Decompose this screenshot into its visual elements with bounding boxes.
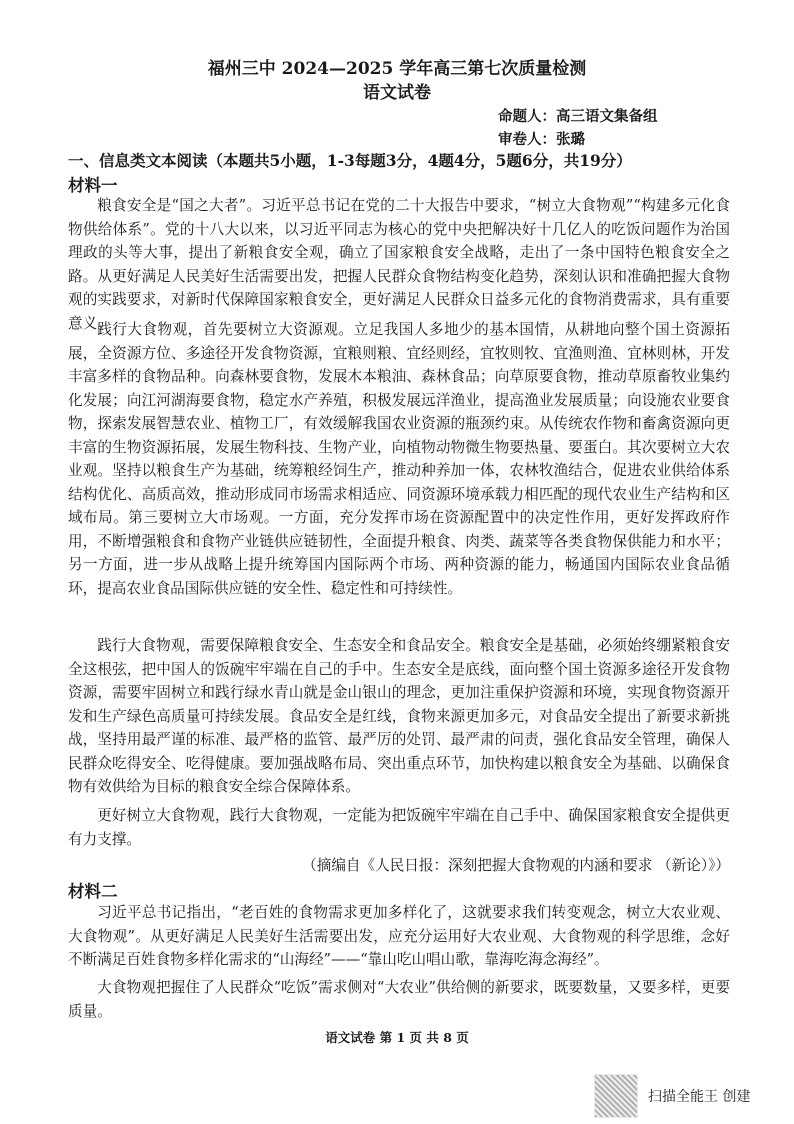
qr-code-icon (594, 1074, 638, 1118)
material-one-paragraph: 更好树立大食物观，践行大食物观，一定能为把饭碗牢牢端在自己手中、确保国家粮食安全提供更有力支撑。 (68, 807, 730, 848)
material-two-paragraph: 大食物观把握住了人民群众“吃饭”需求侧对“大农业”供给侧的新要求，既要数量，又要多样，更要质量。 (68, 979, 730, 1020)
material-one-paragraph: 践行大食物观，需要保障粮食安全、生态安全和食品安全。粮食安全是基础，必须始终绷紧粮食安全这根弦，把中国人的饭碗牢牢端在自己的手中。生态安全是底线，面向整个国土资源多途径开发食物资源，需要牢固树立和践行绿水青山就是金山银山的理念，更加注重保护资源和环境，实现食物资源开发和生产绿色高质量可持续发展。食品安全是红线，食物来源更加多元，对食品安全提出了新要求新挑战，坚持用最严谨的标准、最严格的监管、最严厉的处罚、最严肃的问责，强化食品安全管理，确保人民群众吃得安全、吃得健康。要加强战略布局、突出重点环节，加快构建以粮食安全为基础、以确保食物有效供给为目标的粮食安全综合保障体系。 (68, 637, 730, 795)
source-citation: （摘编自《人民日报：深刻把握大食物观的内涵和要求 （新论）》） (302, 857, 730, 874)
material-one-paragraph: 粮食安全是“国之大者”。习近平总书记在党的二十大报告中要求，“树立大食物观”“构建多元化食物供给体系”。党的十八大以来，以习近平同志为核心的党中央把解决好十几亿人的吃饭问题作为治国理政的头等大事，提出了新粮食安全观，确立了国家粮食安全战略，走出了一条中国特色粮食安全之路。从更好满足人民美好生活需要出发，把握人民群众食物结构变化趋势，深刻认识和准确把握大食物观的实践要求，对新时代保障国家粮食安全，更好满足人民群众日益多元化的食物消费需求，具有重要意义。 (68, 197, 730, 332)
exam-subtitle: 语文试卷 (363, 83, 431, 103)
scanner-text: 扫描全能王 创建 (648, 1089, 751, 1105)
section-heading: 一、信息类文本阅读（本题共5小题，1-3每题3分，4题4分，5题6分，共19分） (68, 151, 632, 170)
scanner-watermark (594, 1074, 750, 1118)
author-line: 命题人：高三语文集备组 (498, 108, 658, 125)
exam-title: 福州三中 2024—2025 学年高三第七次质量检测 (207, 59, 587, 79)
material-two-paragraph: 习近平总书记指出，“老百姓的食物需求更加多样化了，这就要求我们转变观念，树立大农业观、大食物观”。从更好满足人民美好生活需要出发，应充分运用好大农业观、大食物观的科学思维，念好不断满足百姓食物多样化需求的“山海经”——“靠山吃山唱山歌，靠海吃海念海经”。 (68, 904, 730, 968)
material-one-paragraph: 践行大食物观，首先要树立大资源观。立足我国人多地少的基本国情，从耕地向整个国土资源拓展，全资源方位、多途径开发食物资源，宜粮则粮、宜经则经，宜牧则牧、宜渔则渔、宜林则林，开发丰富多样的食物品种。向森林要食物，发展木本粮油、森林食品；向草原要食物，推动草原畜牧业集约化发展；向江河湖海要食物，稳定水产养殖，积极发展远洋渔业，提高渔业发展质量；向设施农业要食物，探索发展智慧农业、植物工厂，有效缓解我国农业资源的瓶颈约束。从传统农作物和畜禽资源向更丰富的生物资源拓展，发展生物科技、生物产业，向植物动物微生物要热量、要蛋白。其次要树立大农业观。坚持以粮食生产为基础，统筹粮经饲生产，推动种养加一体，农林牧渔结合，促进农业供给体系结构优化、高质高效，推动形成同市场需求相适应、同资源环境承载力相匹配的现代农业生产结构和区域布局。第三要树立大市场观。一方面，充分发挥市场在资源配置中的决定性作用，更好发挥政府作用，不断增强粮食和食物产业链供应链韧性，全面提升粮食、肉类、蔬菜等各类食物保供能力和水平；另一方面，进一步从战略上提升统筹国内国际两个市场、两种资源的能力，畅通国内国际农业食品循环，提高农业食品国际供应链的安全性、稳定性和可持续性。 (68, 321, 730, 597)
reviewer-line: 审卷人：张璐 (498, 131, 585, 148)
page-footer: 语文试卷 第 1 页 共 8 页 (325, 1030, 469, 1045)
material-one-label: 材料一 (68, 176, 118, 195)
material-two-label: 材料二 (68, 882, 118, 901)
